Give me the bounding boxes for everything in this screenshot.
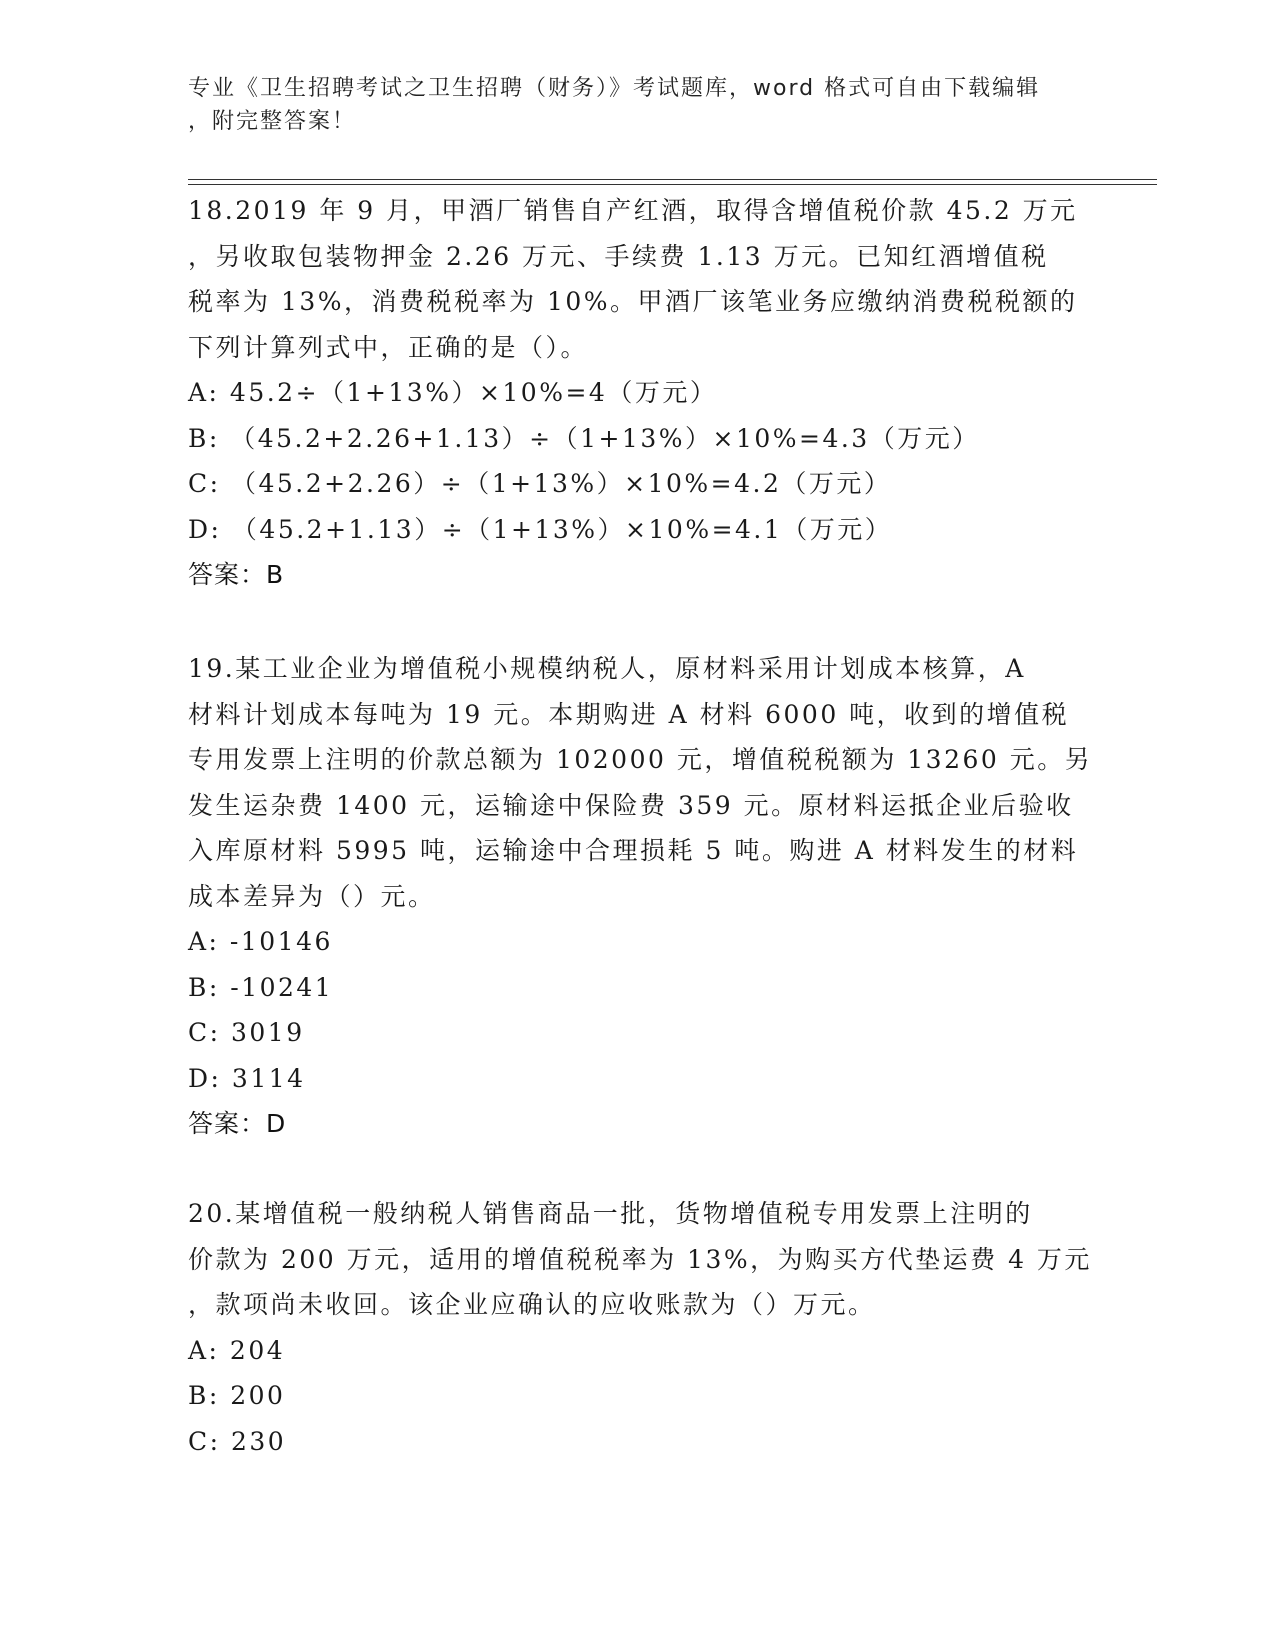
question-18 xyxy=(188,188,1108,598)
answer-label: 答案：B xyxy=(188,560,285,589)
answer-label: 答案：D xyxy=(188,1109,287,1138)
option-c: C: （45.2+2.26）÷（1+13%）×10%=4.2（万元） xyxy=(188,469,892,498)
header-line-2: ，附完整答案！ xyxy=(188,109,357,134)
header-divider-top xyxy=(188,179,1157,180)
option-b: B: （45.2+2.26+1.13）÷（1+13%）×10%=4.3（万元） xyxy=(188,423,980,453)
question-stem-line: ，款项尚未收回。该企业应确认的应收账款为（）万元。 xyxy=(188,1290,876,1319)
option-a: A: -10146 xyxy=(188,927,333,956)
option-b: B: -10241 xyxy=(188,972,334,1002)
header-divider-bottom xyxy=(188,184,1157,185)
question-stem-line: ，另收取包装物押金 2.26 万元、手续费 1.13 万元。已知红酒增值税 xyxy=(188,241,1049,271)
option-a: A: 204 xyxy=(188,1335,286,1365)
header-line-1: 专业《卫生招聘考试之卫生招聘（财务）》考试题库，word 格式可自由下载编辑 xyxy=(188,76,1041,101)
question-stem-line: 材料计划成本每吨为 19 元。本期购进 A 材料 6000 吨，收到的增值税 xyxy=(188,699,1070,729)
question-20 xyxy=(188,1191,1108,1464)
question-stem-line: 专用发票上注明的价款总额为 102000 元，增值税税额为 13260 元。另 xyxy=(188,745,1093,774)
question-stem-line: 价款为 200 万元，适用的增值税税率为 13%，为购买方代垫运费 4 万元 xyxy=(188,1244,1092,1274)
question-stem-line: 20.某增值税一般纳税人销售商品一批，货物增值税专用发票上注明的 xyxy=(188,1199,1033,1228)
question-stem-line: 发生运杂费 1400 元，运输途中保险费 359 元。原材料运抵企业后验收 xyxy=(188,790,1074,820)
option-a: A: 45.2÷（1+13%）×10%=4（万元） xyxy=(188,378,718,407)
option-b: B: 200 xyxy=(188,1381,286,1410)
question-stem-line: 下列计算列式中，正确的是（）。 xyxy=(188,332,589,362)
question-stem-line: 19.某工业企业为增值税小规模纳税人，原材料采用计划成本核算，A xyxy=(188,654,1026,683)
question-19 xyxy=(188,646,1108,1147)
option-c: C: 3019 xyxy=(188,1018,305,1047)
question-stem-line: 入库原材料 5995 吨，运输途中合理损耗 5 吨。购进 A 材料发生的材料 xyxy=(188,836,1079,865)
question-stem-line: 成本差异为（）元。 xyxy=(188,881,436,911)
question-stem-line: 18.2019 年 9 月，甲酒厂销售自产红酒，取得含增值税价款 45.2 万元 xyxy=(188,196,1078,225)
option-c: C: 230 xyxy=(188,1426,287,1456)
option-d: D: （45.2+1.13）÷（1+13%）×10%=4.1（万元） xyxy=(188,514,893,544)
document-header xyxy=(188,72,1088,138)
option-d: D: 3114 xyxy=(188,1063,306,1093)
question-stem-line: 税率为 13%，消费税税率为 10%。甲酒厂该笔业务应缴纳消费税税额的 xyxy=(188,287,1078,316)
